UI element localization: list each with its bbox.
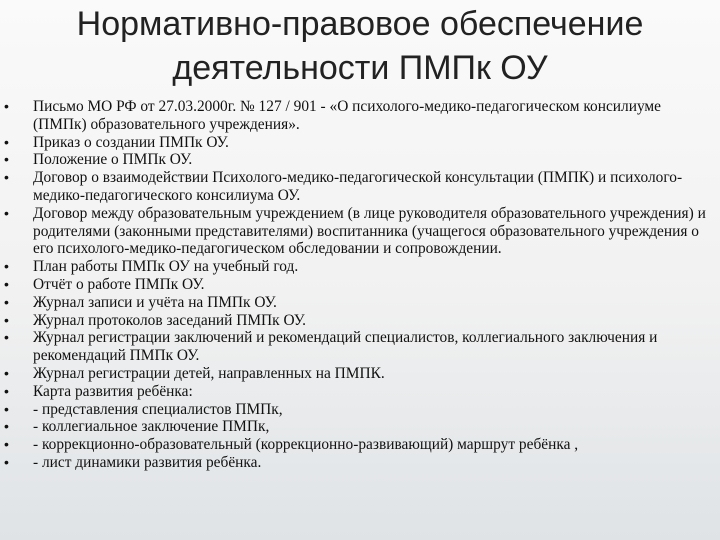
bullet-icon: •: [4, 311, 9, 328]
list-item: [0, 454, 720, 472]
list-item-text: - представления специалистов ПМПк,: [33, 400, 283, 418]
bullet-icon: •: [4, 258, 9, 275]
bullet-icon: •: [4, 418, 9, 435]
list-item: [0, 276, 720, 294]
list-item: [0, 169, 720, 205]
bullet-icon: •: [4, 364, 9, 381]
list-item: [0, 418, 720, 436]
slide-title-line-1: Нормативно-правовое обеспечение: [76, 5, 644, 43]
list-item-text: Положение о ПМПк ОУ.: [33, 151, 193, 169]
list-item-text: - коллегиальное заключение ПМПк,: [33, 418, 270, 436]
list-item: [0, 98, 720, 134]
list-item-text: Отчёт о работе ПМПк ОУ.: [33, 275, 205, 293]
list-item: [0, 436, 720, 454]
list-item-text: Журнал протоколов заседаний ПМПк ОУ.: [33, 311, 306, 329]
bullet-icon: •: [4, 169, 9, 186]
list-item-text: Письмо МО РФ от 27.03.2000г. № 127 / 901 - «О психолого-медико-педагогическом консилиуме (ПМПк) образовательного учреждения».: [33, 98, 662, 133]
bullet-icon: •: [4, 293, 9, 310]
bullet-icon: •: [4, 329, 9, 346]
bullet-icon: •: [4, 382, 9, 399]
document-list: [0, 98, 720, 472]
bullet-icon: •: [4, 204, 9, 221]
bullet-icon: •: [4, 275, 9, 292]
list-item: [0, 205, 720, 258]
bullet-icon: •: [4, 436, 9, 453]
bullet-icon: •: [4, 453, 9, 470]
slide-title: [0, 2, 720, 90]
list-item: [0, 365, 720, 383]
list-item: [0, 401, 720, 419]
list-item-text: Договор между образовательным учреждением (в лице руководителя образовательного учреждения) и родителями (законными представителями) воспитанника (учащегося образовательного учреждения о его психолого-медико-педагогическом обследовании и сопровождении.: [33, 204, 706, 258]
list-item-text: Журнал регистрации заключений и рекомендаций специалистов, коллегиального заключения и рекомендаций ПМПк ОУ.: [33, 329, 658, 365]
bullet-icon: •: [4, 98, 9, 114]
list-item: [0, 329, 720, 365]
list-item-text: Журнал регистрации детей, направленных на ПМПК.: [33, 364, 385, 382]
list-item-text: Карта развития ребёнка:: [33, 382, 193, 400]
list-item-text: - коррекционно-образовательный (коррекционно-развивающий) маршрут ребёнка ,: [33, 436, 579, 454]
slide-title-line-2: деятельности ПМПк ОУ: [172, 49, 548, 87]
list-item-text: План работы ПМПк ОУ на учебный год.: [33, 258, 299, 276]
list-item-text: Договор о взаимодействии Психолого-медико-педагогической консультации (ПМПК) и психолого-медико-педагогического консилиума ОУ.: [33, 169, 683, 204]
list-item-text: Приказ о создании ПМПк ОУ.: [33, 133, 229, 151]
list-item-text: - лист динамики развития ребёнка.: [33, 453, 262, 471]
list-item: [0, 383, 720, 401]
bullet-icon: •: [4, 133, 9, 150]
list-item-text: Журнал записи и учёта на ПМПк ОУ.: [33, 293, 277, 311]
list-item: [0, 151, 720, 169]
list-item: [0, 294, 720, 312]
list-item: [0, 312, 720, 330]
list-item: [0, 134, 720, 152]
list-item: [0, 258, 720, 276]
bullet-icon: •: [4, 400, 9, 417]
bullet-icon: •: [4, 151, 9, 168]
